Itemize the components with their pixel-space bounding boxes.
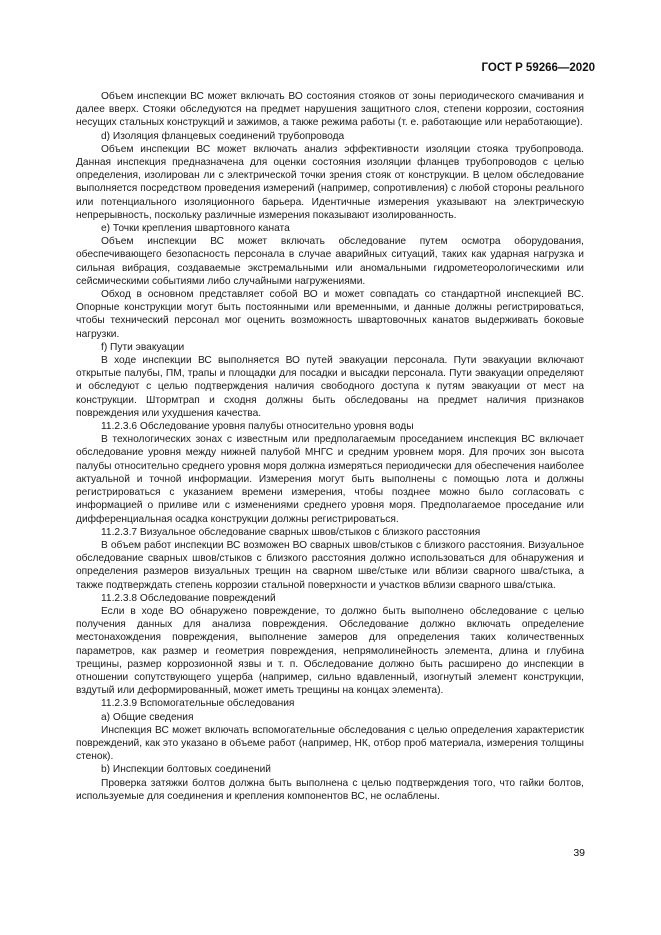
section-heading: 11.2.3.8 Обследование повреждений (101, 592, 276, 604)
paragraph: В ходе инспекции ВС выполняется ВО путей эвакуации персонала. Пути эвакуации включают открытые палубы, ПМ, трапы и площадки для посадки и высадки персонала. Пути эвакуации определяют и обследуют с целью подтверждения наличия свободного доступа к путям эвакуации от мест на конструкции. Штормтрап и сходня должны быть обследованы на предмет наличия признаков повреждения или ухудшения качества. (76, 355, 584, 419)
document-body (76, 90, 584, 803)
list-item-heading: f) Пути эвакуации (101, 341, 185, 353)
paragraph: Инспекция ВС может включать вспомогательные обследования с целью определения характеристик повреждений, как это указано в объеме работ (например, НК, отбор проб материала, измерения толщины стенок). (76, 724, 584, 763)
paragraph: Если в ходе ВО обнаружено повреждение, то должно быть выполнено обследование с целью получения данных для анализа повреждения. Обследование должно включать определение местонахождения повреждения, выполнение замеров для определения таких количественных параметров, как размер и геометрия повреждения, непрямолинейность элемента, длина и глубина трещины, размер коррозионной язвы и т. п. Обследование должно быть расширено до инспекции в отношении сопутствующего ущерба (например, сильно вдавленный, изогнутый элемент конструкции, вздутый или деформированный, может иметь трещины на концах элемента). (76, 605, 584, 697)
paragraph: Объем инспекции ВС может включать ВО состояния стояков от зоны периодического смачивания и далее вверх. Стояки обследуются на предмет нарушения защитного слоя, степени коррозии, состояния несущих стальных конструкций и зажимов, а также режима работы (т. е. работающие или неработающие). (76, 91, 584, 129)
page-number: 39 (573, 847, 585, 859)
paragraph: Объем инспекции ВС может включать анализ эффективности изоляции стояка трубопровода. Данная инспекция предназначена для оценки состояния изоляции фланцев трубопроводов с целью определения, изолирован ли с электрической точки зрения стояк от конструкции. В целом обследование выполняется посредством проведения измерений (например, сопротивления) с любой стороны реального или потенциального изоляционного барьера. Идентичные измерения указывают на электрическую непрерывность, поскольку различные измерения показывают изолированность. (76, 143, 584, 221)
list-item-heading: d) Изоляция фланцевых соединений трубопровода (101, 130, 345, 142)
paragraph: Обход в основном представляет собой ВО и может совпадать со стандартной инспекцией ВС. Опорные конструкции могут быть постоянными или временными, и данные должны регистрироваться, чтобы технический персонал мог оценить возможность швартовочных канатов выдерживать боковые нагрузки. (76, 289, 584, 340)
standard-code-header: ГОСТ Р 59266—2020 (481, 62, 595, 74)
paragraph: Объем инспекции ВС может включать обследование путем осмотра оборудования, обеспечивающего безопасность персонала в случае аварийных ситуаций, таких как ударная нагрузка и сильная вибрация, создаваемые экстремальными или аномальными гидрометеорологическими или сейсмическими событиями либо случайными нагружениями. (76, 236, 584, 287)
paragraph: Проверка затяжки болтов должна быть выполнена с целью подтверждения того, что гайки болтов, используемые для соединения и крепления компонентов ВС, не ослаблены. (76, 777, 584, 802)
list-item-heading: e) Точки крепления швартовного каната (101, 223, 290, 235)
section-heading: 11.2.3.7 Визуальное обследование сварных швов/стыков с близкого расстояния (101, 526, 481, 538)
paragraph: В объем работ инспекции ВС возможен ВО сварных швов/стыков с близкого расстояния. Визуальное обследование сварных швов/стыков с близкого расстояния должно использоваться для обнаружения и определения размеров визуальных трещин на сварном шве/стыке или вблизи сварного шва/стыка, а также подтверждать степень коррозии стальной поверхности и участков вблизи сварного шва/стыка. (76, 539, 584, 591)
list-item-heading: b) Инспекции болтовых соединений (101, 764, 271, 776)
section-heading: 11.2.3.6 Обследование уровня палубы относительно уровня воды (101, 421, 414, 433)
list-item-heading: а) Общие сведения (101, 711, 194, 723)
section-heading: 11.2.3.9 Вспомогательные обследования (101, 698, 295, 710)
paragraph: В технологических зонах с известным или предполагаемым проседанием инспекция ВС включает обследование уровня между нижней палубой МНГС и средним уровнем моря. Для прочих зон высота палубы относительно среднего уровня моря должна измеряться периодически для обеспечения наиболее актуальной и точной информации. Измерения могут быть выполнены с помощью лота и должны регистрироваться с указанием времени измерения, чтобы позднее можно было согласовать с информацией о приливе или с изменениями среднего уровня моря. Предполагаемое проседание или дифференциальная осадка конструкции должны регистрироваться. (76, 434, 584, 525)
